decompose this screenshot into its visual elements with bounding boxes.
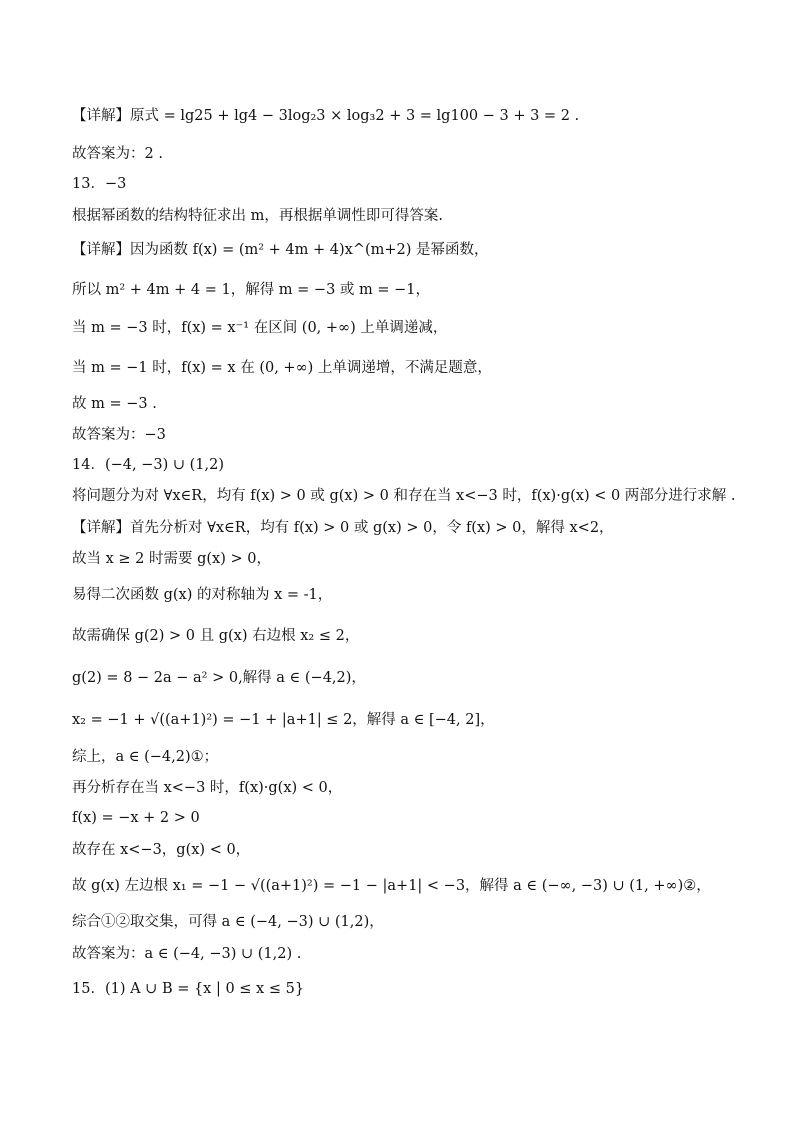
text-line: 故 g(x) 左边根 x₁ = −1 − √((a+1)²) = −1 − |a+1| < −3，解得 a ∈ (−∞, −3) ∪ (1, +∞)②， bbox=[72, 878, 711, 894]
text-line: 再分析存在当 x<−3 时，f(x)·g(x) < 0， bbox=[72, 780, 343, 796]
text-line: 故答案为：2 . bbox=[72, 146, 163, 162]
problem-number: 15．(1) A ∪ B = {x | 0 ≤ x ≤ 5} bbox=[72, 981, 305, 997]
text-line: 故答案为：a ∈ (−4, −3) ∪ (1,2) . bbox=[72, 946, 302, 962]
text-line: 根据幂函数的结构特征求出 m，再根据单调性即可得答案. bbox=[72, 208, 443, 224]
text-line: 易得二次函数 g(x) 的对称轴为 x = -1， bbox=[72, 587, 333, 603]
text-line: 综上，a ∈ (−4,2)①； bbox=[72, 749, 219, 765]
text-line: 【详解】因为函数 f(x) = (m² + 4m + 4)x^(m+2) 是幂函数， bbox=[72, 242, 489, 258]
text-line: 故当 x ≥ 2 时需要 g(x) > 0， bbox=[72, 551, 271, 567]
text-line: 将问题分为对 ∀x∈R，均有 f(x) > 0 或 g(x) > 0 和存在当 x<−3 时，f(x)·g(x) < 0 两部分进行求解 . bbox=[72, 488, 736, 504]
problem-number: 13．−3 bbox=[72, 176, 127, 192]
text-line: 故 m = −3 . bbox=[72, 396, 157, 412]
text-line: 故存在 x<−3，g(x) < 0， bbox=[72, 842, 251, 858]
text-line: 所以 m² + 4m + 4 = 1，解得 m = −3 或 m = −1， bbox=[72, 282, 431, 298]
text-line: 当 m = −3 时，f(x) = x⁻¹ 在区间 (0, +∞) 上单调递减， bbox=[72, 320, 448, 336]
text-line: f(x) = −x + 2 > 0 bbox=[72, 810, 200, 826]
text-line: 故答案为：−3 bbox=[72, 427, 166, 443]
text-line: g(2) = 8 − 2a − a² > 0,解得 a ∈ (−4,2)， bbox=[72, 670, 366, 686]
text-line: x₂ = −1 + √((a+1)²) = −1 + |a+1| ≤ 2，解得 a ∈ [−4, 2]， bbox=[72, 712, 495, 728]
text-line: 综合①②取交集，可得 a ∈ (−4, −3) ∪ (1,2)， bbox=[72, 914, 384, 930]
text-line: 【详解】原式 = lg25 + lg4 − 3log₂3 × log₃2 + 3 = lg100 − 3 + 3 = 2 . bbox=[72, 108, 580, 124]
text-line: 【详解】首先分析对 ∀x∈R，均有 f(x) > 0 或 g(x) > 0，令 f(x) > 0，解得 x<2， bbox=[72, 520, 614, 536]
text-line: 当 m = −1 时，f(x) = x 在 (0, +∞) 上单调递增，不满足题意， bbox=[72, 360, 492, 376]
problem-number: 14．(−4, −3) ∪ (1,2) bbox=[72, 457, 224, 473]
text-line: 故需确保 g(2) > 0 且 g(x) 右边根 x₂ ≤ 2， bbox=[72, 628, 360, 644]
